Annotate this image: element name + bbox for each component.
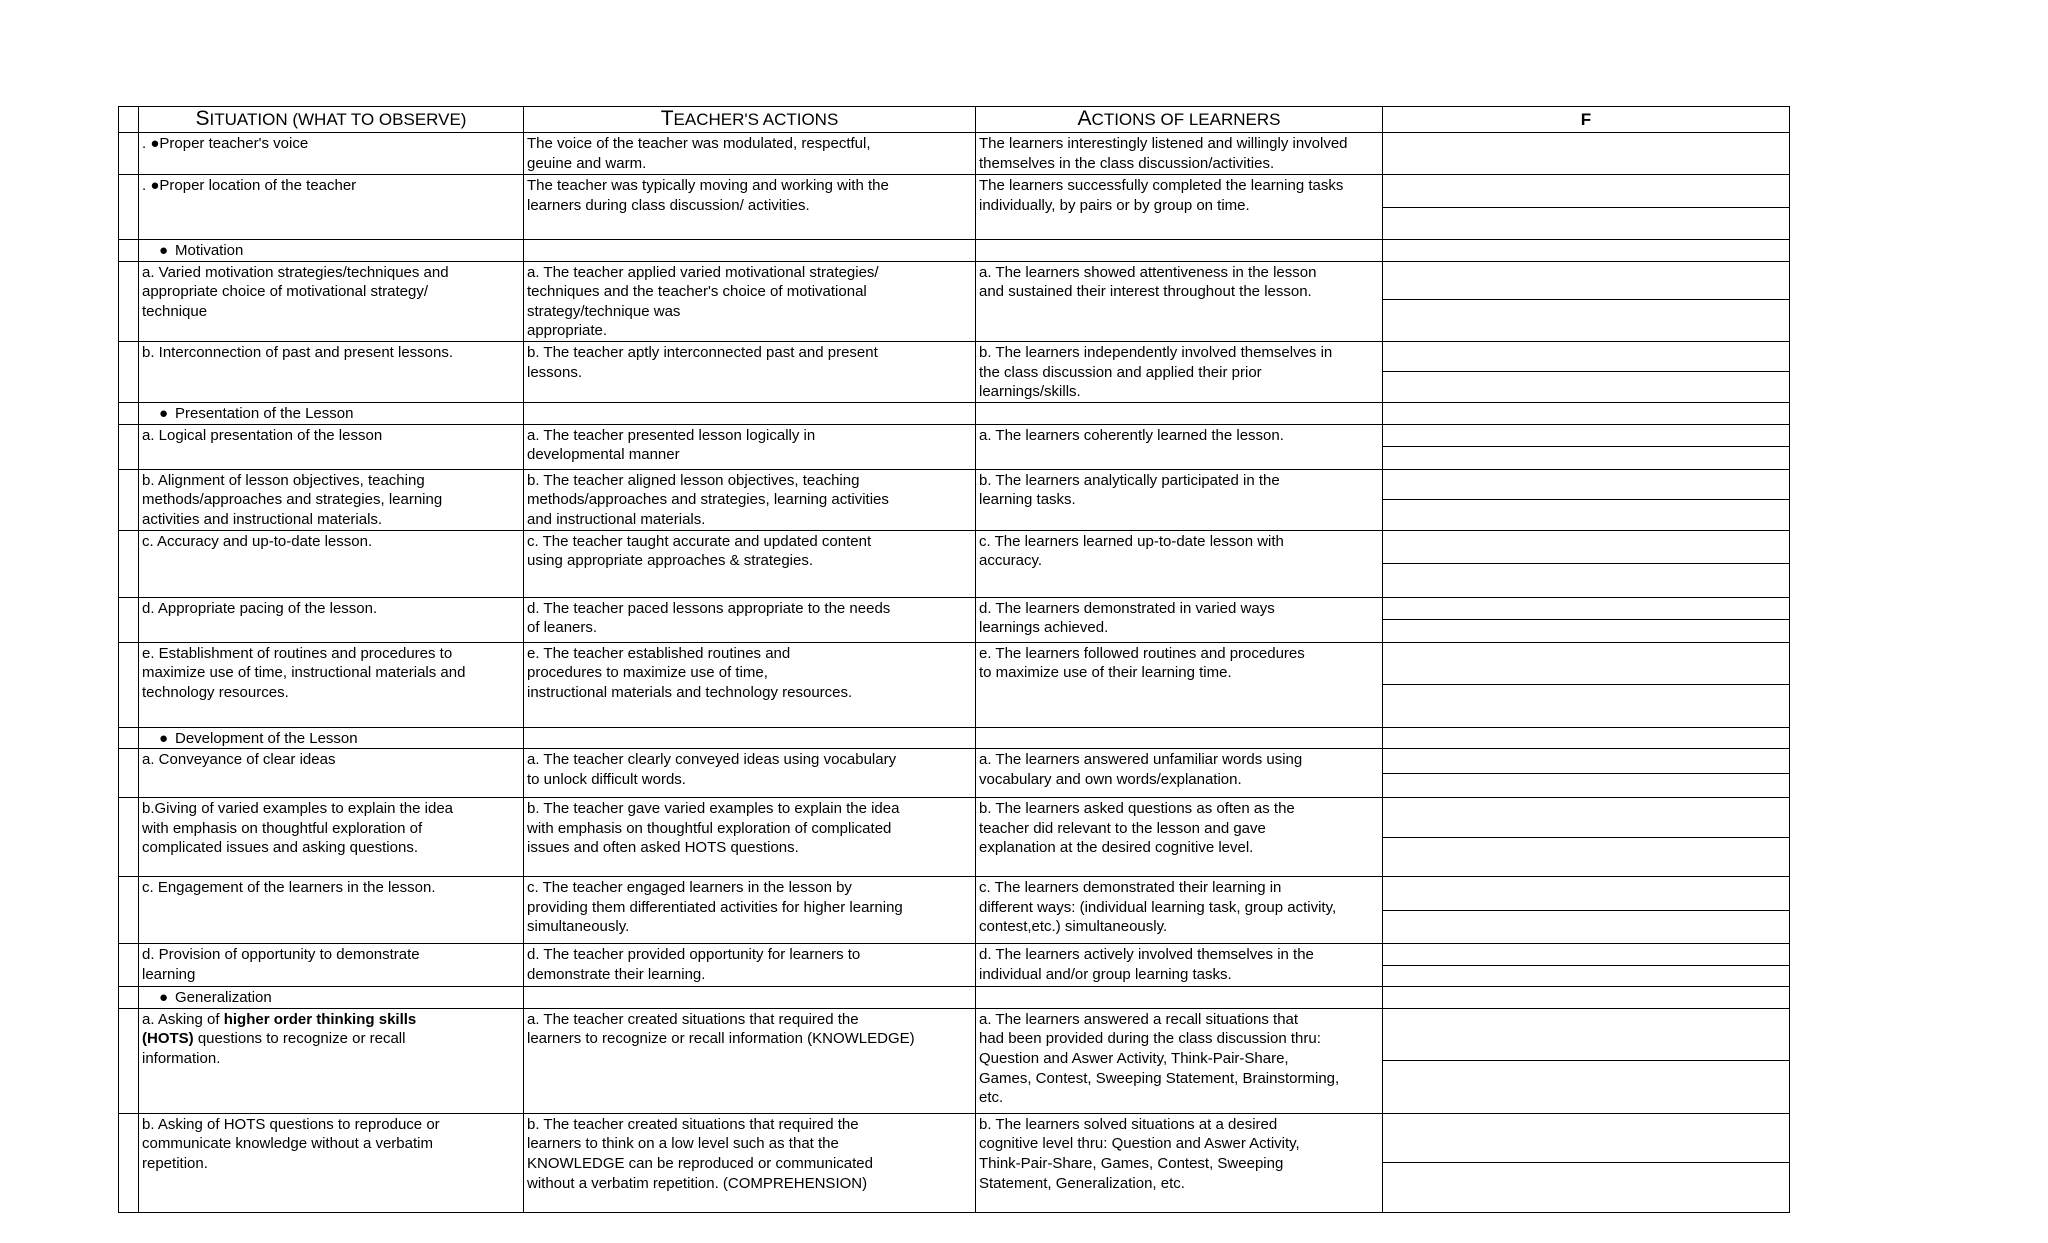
table-row	[119, 133, 1790, 175]
teachers-actions-cell: d. The teacher paced lessons appropriate to the needs of leaners.	[524, 597, 976, 642]
section-title: Presentation of the Lesson	[175, 404, 354, 422]
section-label	[139, 240, 524, 262]
row-marker-cell	[119, 133, 139, 175]
table-row	[119, 341, 1790, 402]
teachers-actions-cell	[524, 987, 976, 1009]
teachers-actions-cell	[524, 240, 976, 262]
rating-subcell	[1383, 911, 1789, 944]
rating-cell	[1383, 240, 1790, 262]
header-actions-of-learners: ACTIONS OF LEARNERS	[976, 107, 1383, 133]
table-row	[119, 798, 1790, 877]
rating-subcells	[1383, 1114, 1789, 1212]
learners-actions-cell	[976, 987, 1383, 1009]
rating-subcells	[1383, 470, 1789, 530]
teachers-actions-cell: a. The teacher created situations that required the learners to recognize or recall information (KNOWLEDGE)	[524, 1008, 976, 1113]
learners-actions-cell: b. The learners solved situations at a desired cognitive level thru: Question and Aswer Activity, Think-Pair-Share, Games, Contest, Sweeping Statement, Generalization, etc.	[976, 1113, 1383, 1212]
learners-actions-cell: The learners interestingly listened and willingly involved themselves in the class discussion/activities.	[976, 133, 1383, 175]
rating-cell	[1383, 402, 1790, 424]
rating-subcell	[1383, 564, 1789, 597]
learners-actions-cell: c. The learners learned up-to-date lesson with accuracy.	[976, 530, 1383, 597]
rating-subcell	[1383, 643, 1789, 686]
rating-cell	[1383, 424, 1790, 469]
rating-subcell	[1383, 749, 1789, 774]
learners-actions-cell	[976, 727, 1383, 749]
rating-subcells	[1383, 598, 1789, 642]
situation-cell: d. Provision of opportunity to demonstrate learning	[139, 944, 524, 987]
section-row	[119, 987, 1790, 1009]
teachers-actions-cell: b. The teacher created situations that required the learners to think on a low level such as that the KNOWLEDGE can be reproduced or communicated without a verbatim repetition. (COMPREHENSION)	[524, 1113, 976, 1212]
table-row	[119, 749, 1790, 798]
learners-actions-cell: b. The learners analytically participated in the learning tasks.	[976, 469, 1383, 530]
situation-cell: b.Giving of varied examples to explain the idea with emphasis on thoughtful exploration of complicated issues and asking questions.	[139, 798, 524, 877]
rating-cell	[1383, 1008, 1790, 1113]
rating-cell	[1383, 133, 1790, 175]
rating-cell	[1383, 1113, 1790, 1212]
row-marker-cell	[119, 727, 139, 749]
learners-actions-cell: b. The learners asked questions as often as the teacher did relevant to the lesson and gave explanation at the desired cognitive level.	[976, 798, 1383, 877]
header-teachers-actions: TEACHER'S ACTIONS	[524, 107, 976, 133]
teachers-actions-cell: e. The teacher established routines and procedures to maximize use of time, instructional materials and technology resources.	[524, 642, 976, 727]
rating-cell	[1383, 727, 1790, 749]
situation-cell	[139, 1008, 524, 1113]
learners-actions-cell: a. The learners answered a recall situations that had been provided during the class discussion thru: Question and Aswer Activity, Think-Pair-Share, Games, Contest, Sweeping Statement, Brainstorming, etc.	[976, 1008, 1383, 1113]
row-marker-cell	[119, 1008, 139, 1113]
teachers-actions-cell	[524, 727, 976, 749]
row-marker-cell	[119, 341, 139, 402]
table-row	[119, 424, 1790, 469]
row-marker-cell	[119, 261, 139, 341]
rating-subcell	[1383, 598, 1789, 621]
rating-cell	[1383, 261, 1790, 341]
situation-cell: d. Appropriate pacing of the lesson.	[139, 597, 524, 642]
rating-subcell	[1383, 620, 1789, 642]
rating-cell	[1383, 749, 1790, 798]
rating-subcell	[1383, 1163, 1789, 1212]
rating-cell	[1383, 175, 1790, 240]
rating-subcells	[1383, 643, 1789, 727]
section-label	[139, 402, 524, 424]
rating-subcell	[1383, 447, 1789, 469]
bullet-icon: ●	[159, 404, 169, 422]
section-label	[139, 727, 524, 749]
situation-cell: b. Interconnection of past and present lessons.	[139, 341, 524, 402]
rating-cell	[1383, 642, 1790, 727]
bullet-icon: ●	[159, 989, 169, 1007]
learners-actions-cell: a. The learners answered unfamiliar words using vocabulary and own words/explanation.	[976, 749, 1383, 798]
row-marker-cell	[119, 987, 139, 1009]
teachers-actions-cell: b. The teacher aligned lesson objectives, teaching methods/approaches and strategies, learning activities and instructional materials.	[524, 469, 976, 530]
table-row	[119, 597, 1790, 642]
row-marker-cell	[119, 642, 139, 727]
teachers-actions-cell: a. The teacher applied varied motivational strategies/ techniques and the teacher's choice of motivational strategy/technique was appropriate.	[524, 261, 976, 341]
row-marker-cell	[119, 749, 139, 798]
rating-subcell	[1383, 372, 1789, 402]
bold-term: higher order thinking skills (HOTS)	[142, 1010, 417, 1048]
learners-actions-cell: The learners successfully completed the learning tasks individually, by pairs or by group on time.	[976, 175, 1383, 240]
rating-subcells	[1383, 749, 1789, 797]
situation-cell: . ●Proper location of the teacher	[139, 175, 524, 240]
rating-subcell	[1383, 1061, 1789, 1113]
bullet-icon: ●	[159, 729, 169, 747]
row-marker-cell	[119, 798, 139, 877]
rating-subcell	[1383, 208, 1789, 240]
rating-cell	[1383, 877, 1790, 944]
rating-subcells	[1383, 175, 1789, 239]
rating-subcell	[1383, 425, 1789, 448]
table-row	[119, 1113, 1790, 1212]
situation-cell: e. Establishment of routines and procedures to maximize use of time, instructional materials and technology resources.	[139, 642, 524, 727]
learners-actions-cell: a. The learners coherently learned the lesson.	[976, 424, 1383, 469]
teachers-actions-cell: a. The teacher presented lesson logically in developmental manner	[524, 424, 976, 469]
rating-subcell	[1383, 175, 1789, 208]
rating-cell	[1383, 341, 1790, 402]
row-marker-cell	[119, 1113, 139, 1212]
situation-cell: . ●Proper teacher's voice	[139, 133, 524, 175]
table-row	[119, 877, 1790, 944]
header-situation: SITUATION (WHAT TO OBSERVE)	[139, 107, 524, 133]
situation-cell: a. Varied motivation strategies/techniques and appropriate choice of motivational strategy/ technique	[139, 261, 524, 341]
section-row	[119, 727, 1790, 749]
section-row	[119, 240, 1790, 262]
situation-cell: c. Engagement of the learners in the lesson.	[139, 877, 524, 944]
learners-actions-cell: d. The learners demonstrated in varied ways learnings achieved.	[976, 597, 1383, 642]
row-marker-cell	[119, 597, 139, 642]
observation-table	[118, 106, 1790, 1213]
rating-subcell	[1383, 1114, 1789, 1164]
section-title: Motivation	[175, 242, 244, 259]
rating-subcell	[1383, 798, 1789, 838]
rating-cell	[1383, 597, 1790, 642]
teachers-actions-cell	[524, 402, 976, 424]
section-title: Development of the Lesson	[175, 729, 358, 747]
learners-actions-cell: e. The learners followed routines and procedures to maximize use of their learning time.	[976, 642, 1383, 727]
rating-subcell	[1383, 300, 1789, 338]
situation-cell: a. Logical presentation of the lesson	[139, 424, 524, 469]
rating-cell	[1383, 469, 1790, 530]
rating-subcell	[1383, 470, 1789, 501]
learners-actions-cell	[976, 402, 1383, 424]
table-row	[119, 1008, 1790, 1113]
row-marker-cell	[119, 530, 139, 597]
rating-cell	[1383, 798, 1790, 877]
section-label	[139, 987, 524, 1009]
rating-subcells	[1383, 262, 1789, 338]
rating-subcell	[1383, 1009, 1789, 1062]
situation-cell: b. Asking of HOTS questions to reproduce or communicate knowledge without a verbatim repetition.	[139, 1113, 524, 1212]
rating-cell	[1383, 987, 1790, 1009]
table-row	[119, 175, 1790, 240]
teachers-actions-cell: d. The teacher provided opportunity for learners to demonstrate their learning.	[524, 944, 976, 987]
rating-subcell	[1383, 531, 1789, 565]
teachers-actions-cell: b. The teacher gave varied examples to explain the idea with emphasis on thoughtful exploration of complicated issues and often asked HOTS questions.	[524, 798, 976, 877]
rating-subcells	[1383, 798, 1789, 876]
row-marker-cell	[119, 424, 139, 469]
situation-text: a. Asking of	[142, 1010, 224, 1028]
rating-subcells	[1383, 1009, 1789, 1113]
header-row	[119, 107, 1790, 133]
teachers-actions-cell: The voice of the teacher was modulated, respectful, geuine and warm.	[524, 133, 976, 175]
row-marker-cell	[119, 877, 139, 944]
table-row	[119, 469, 1790, 530]
learners-actions-cell: d. The learners actively involved themselves in the individual and/or group learning tasks.	[976, 944, 1383, 987]
table-row	[119, 530, 1790, 597]
teachers-actions-cell: a. The teacher clearly conveyed ideas using vocabulary to unlock difficult words.	[524, 749, 976, 798]
rating-subcells	[1383, 342, 1789, 402]
section-row	[119, 402, 1790, 424]
teachers-actions-cell: The teacher was typically moving and working with the learners during class discussion/ activities.	[524, 175, 976, 240]
bullet-icon: ●	[159, 242, 169, 259]
teachers-actions-cell: c. The teacher taught accurate and updated content using appropriate approaches & strategies.	[524, 530, 976, 597]
table-row	[119, 642, 1790, 727]
learners-actions-cell: b. The learners independently involved themselves in the class discussion and applied their prior learnings/skills.	[976, 341, 1383, 402]
rating-subcell	[1383, 342, 1789, 373]
situation-cell: b. Alignment of lesson objectives, teaching methods/approaches and strategies, learning activities and instructional materials.	[139, 469, 524, 530]
rating-subcell	[1383, 838, 1789, 877]
rating-subcells	[1383, 531, 1789, 597]
rating-subcells	[1383, 877, 1789, 943]
row-marker-cell	[119, 402, 139, 424]
learners-actions-cell	[976, 240, 1383, 262]
learners-actions-cell: a. The learners showed attentiveness in the lesson and sustained their interest throughout the lesson.	[976, 261, 1383, 341]
rating-subcell	[1383, 774, 1789, 798]
row-marker-cell	[119, 175, 139, 240]
situation-cell: c. Accuracy and up-to-date lesson.	[139, 530, 524, 597]
situation-text: questions to recognize or recall information.	[142, 1030, 406, 1067]
teachers-actions-cell: c. The teacher engaged learners in the lesson by providing them differentiated activities for higher learning simultaneously.	[524, 877, 976, 944]
row-marker-cell	[119, 944, 139, 987]
situation-cell: a. Conveyance of clear ideas	[139, 749, 524, 798]
rating-cell	[1383, 944, 1790, 987]
rating-subcell	[1383, 944, 1789, 966]
teachers-actions-cell: b. The teacher aptly interconnected past and present lessons.	[524, 341, 976, 402]
rating-subcell	[1383, 966, 1789, 987]
rating-cell	[1383, 530, 1790, 597]
table-row	[119, 944, 1790, 987]
header-rating: F	[1383, 107, 1790, 133]
row-marker-cell	[119, 469, 139, 530]
rating-subcell	[1383, 877, 1789, 911]
learners-actions-cell: c. The learners demonstrated their learning in different ways: (individual learning task, group activity, contest,etc.) simultaneously.	[976, 877, 1383, 944]
rating-subcells	[1383, 425, 1789, 469]
table-body	[119, 133, 1790, 1213]
row-marker-cell	[119, 240, 139, 262]
rating-subcell	[1383, 685, 1789, 727]
rating-subcells	[1383, 944, 1789, 986]
table-row	[119, 261, 1790, 341]
section-title: Generalization	[175, 989, 272, 1007]
rating-subcell	[1383, 500, 1789, 530]
rating-subcell	[1383, 262, 1789, 301]
row-marker-cell	[119, 107, 139, 133]
